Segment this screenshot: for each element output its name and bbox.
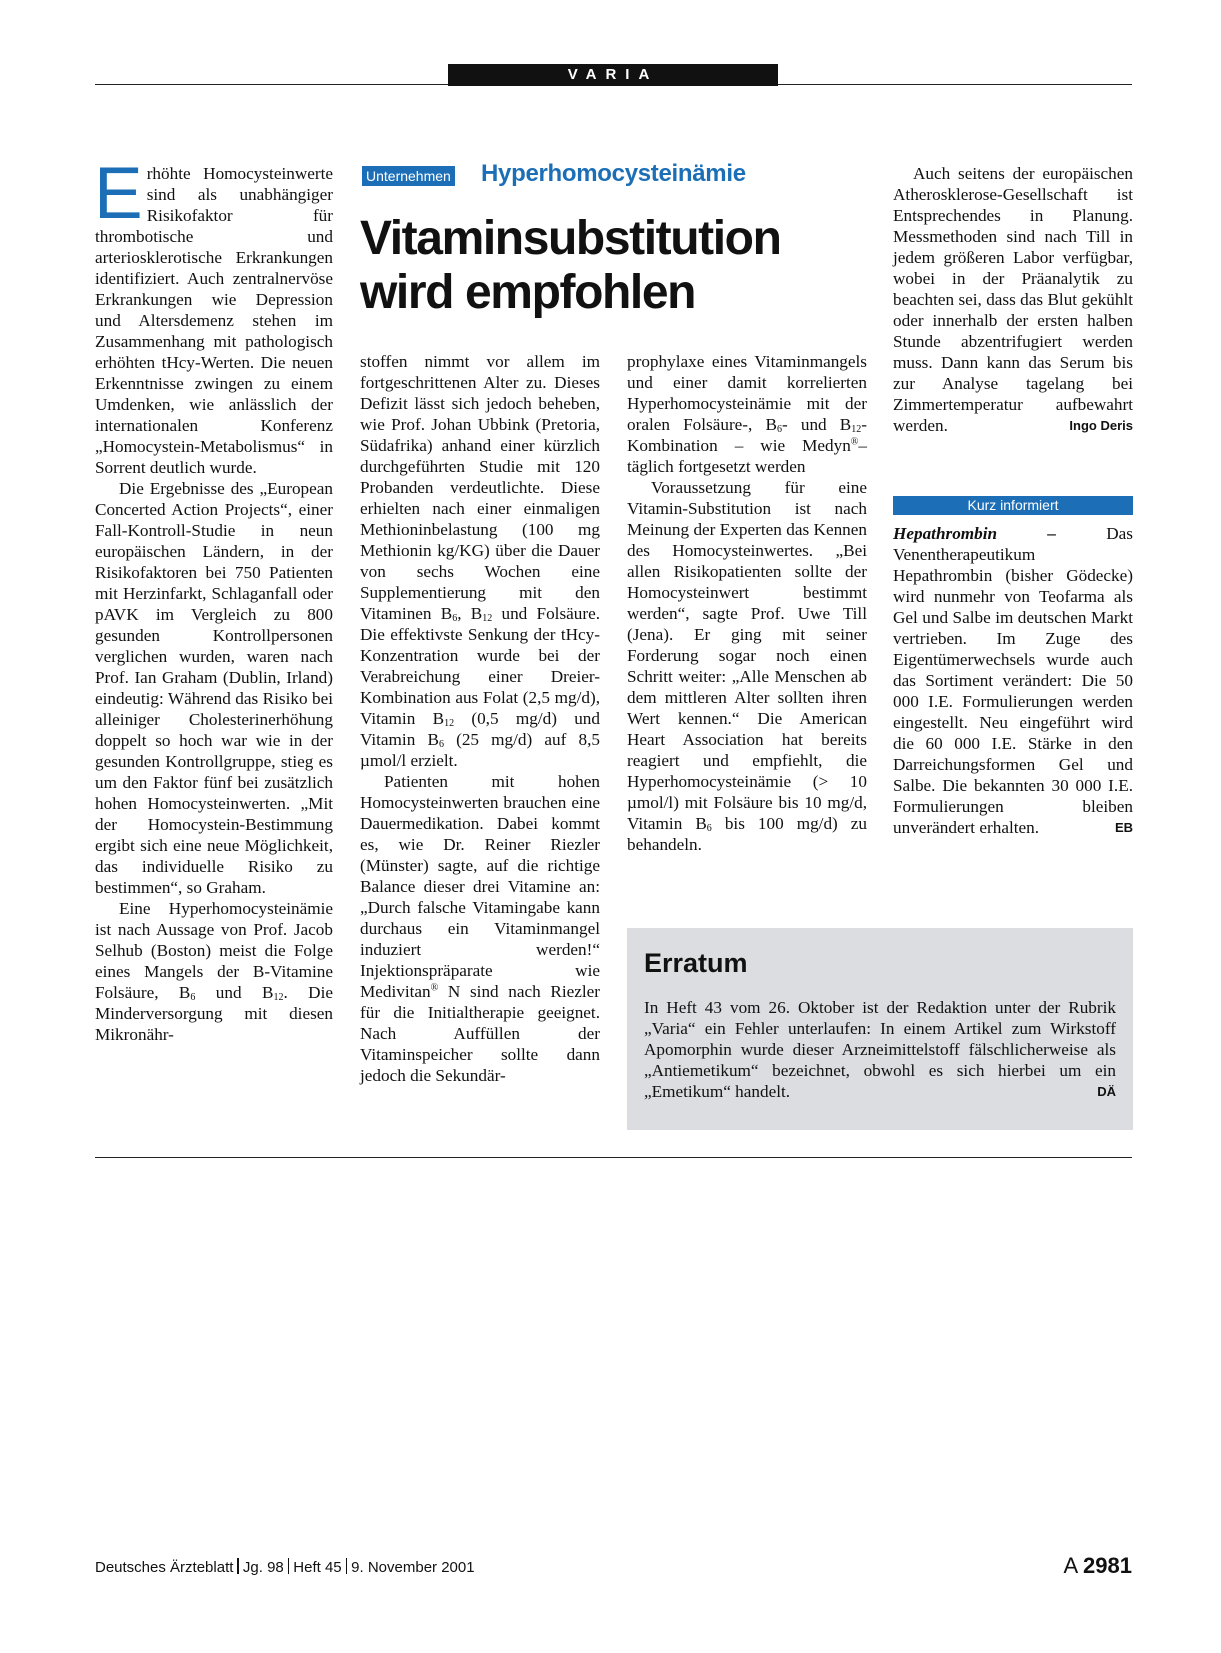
page-number: A 2981 [1063, 1553, 1132, 1578]
author-signature: Ingo Deris [1069, 418, 1133, 433]
kurz-informiert-label: Kurz informiert [893, 496, 1133, 515]
article-column-1 [94, 153, 333, 1045]
article-kicker: Hyperhomocysteinämie [481, 160, 746, 187]
erratum-title: Erratum [644, 948, 748, 978]
content-bottom-rule [95, 1157, 1132, 1158]
paragraph: Voraussetzung für eine Vitamin-Substitution ist nach Meinung der Experten das Kennen des Homocysteinwertes. „Bei allen Risikopatienten sollte der Homocysteinwert bestimmt werden“, sagte Prof. Uwe Till (Jena). Er ging mit seiner Forderung sogar noch einen Schritt weiter: „Alle Menschen ab dem mittleren Alter sollten ihren Wert kennen.“ Die American Heart Association hat bereits reagiert und empfiehlt, die Hyperhomocysteinämie (> 10 µmol/l) mit Folsäure bis 10 mg/d, Vitamin $B_6$ bis 100 mg/d) zu behandeln. [627, 478, 868, 854]
drop-cap: E [94, 153, 143, 234]
paragraph: prophylaxe eines Vitaminmangels und einer damit korrelierten Hyperhomocysteinämie mit der oralen Folsäure-, $B_6-$ und $B_{12}$-Kombination – wie Medyn®– täglich fortgesetzt werden [627, 352, 868, 476]
paragraph: Hepathrombin – Das Venentherapeutikum Hepathrombin (bisher Gödecke) wird nunmehr von Teofarma als Gel und Salbe im deutschen Markt vertrieben. Im Zuge des Eigentümerwechsels wurde auch das Sortiment verändert: Die 50 000 I.E. Formulierungen werden eingestellt. Neu eingeführt wird die 60 000 I.E. Stärke in den Darreichungsformen Gel und Salbe. Die bekannten 30 000 I.E. Formulierungen bleiben unverändert erhalten. EB [893, 524, 1133, 837]
issue-date: 9. November 2001 [351, 1559, 475, 1576]
erratum-text: In Heft 43 vom 26. Oktober ist der Redaktion unter der Rubrik „Varia“ ein Fehler unterlaufen: In einem Artikel zum Wirkstoff Apomorphin wurde dieser Arzneimittelstoff fälschlicherweise als „Antiemetikum“ bezeichnet, obwohl es sich hierbei um ein „Emetikum“ handelt. DÄ [644, 998, 1116, 1101]
article-headline: Vitaminsubstitution wird empfohlen [360, 212, 781, 319]
article-column-4 [893, 163, 1133, 436]
paragraph: stoffen nimmt vor allem im fortgeschrittenen Alter zu. Dieses Defizit lässt sich jedoch beheben, wie Prof. Johan Ubbink (Pretoria, Südafrika) anhand einer kürzlich durchgeführten Studie mit 120 Probanden verdeutlichte. Diese erhielten nach einer einmaligen Methioninbelastung (100 mg Methionin kg/KG) über die Dauer von sechs Wochen eine Supplementierung mit den Vitaminen $B_6$, $B_{12}$ und Folsäure. Die effektivste Senkung der tHcy-Konzentration wurde bei der Verabreichung einer Dreier-Kombination aus Folat (2,5 mg/d), Vitamin $B_{12}$ (0,5 mg/d) und Vitamin $B_6$ (25 mg/d) auf 8,5 µmol/l erzielt. [360, 352, 601, 770]
kurz-informiert-text [893, 523, 1133, 838]
paragraph: Eine Hyperhomocysteinämie ist nach Aussage von Prof. Jacob Selhub (Boston) meist die Folge eines Mangels der B-Vitamine Folsäure, $B_6$ und $B_{12}$. Die Minderversorgung mit diesen Mikronähr- [95, 899, 333, 1044]
paragraph: Patienten mit hohen Homocysteinwerten brauchen eine Dauermedikation. Dabei kommt es, wie Dr. Reiner Riezler (Münster) sagte, auf die richtige Balance dieser drei Vitamine an: „Durch falsche Vitamingabe kann durchaus ein Vitaminmangel induziert werden!“ Injektionspräparate wie Medivitan® N sind nach Riezler für die Initialtherapie geeignet. Nach Auffüllen der Vitaminspeicher sollte dann jedoch die Sekundär- [360, 772, 600, 1085]
footer-citation [95, 1558, 475, 1576]
issue: Heft 45 [293, 1559, 342, 1576]
category-label: Unternehmen [362, 166, 455, 186]
article-column-3 [627, 351, 867, 855]
article-column-2 [360, 351, 600, 1086]
volume: Jg. 98 [242, 1559, 284, 1576]
paragraph: Erhöhte Homocysteinwerte sind als unabhängiger Risikofaktor für thrombotische und arteriosklerotische Erkrankungen identifiziert. Auch zentralnervöse Erkrankungen wie Depression und Altersdemenz stehen im Zusammenhang mit pathologisch erhöhten tHcy-Werten. Die neuen Erkenntnisse zwingen zu einem Umdenken, wie anlässlich der internationalen Konferenz „Homocystein-Metabolismus“ in Sorrent deutlich wurde. [94, 153, 333, 477]
paragraph: Die Ergebnisse des „European Concerted Action Projects“, einer Fall-Kontroll-Studie in neun europäischen Ländern, in der Risikofaktoren bei 750 Patienten mit Herzinfarkt, Schlaganfall oder pAVK im Vergleich zu 800 gesunden Kontrollpersonen verglichen wurden, waren nach Prof. Ian Graham (Dublin, Irland) eindeutig: Während das Risiko bei alleiniger Cholesterinerhöhung doppelt so hoch war wie in der gesunden Kontrollgruppe, stieg es um den Faktor fünf bei zusätzlich hohen Homocysteinwerten. „Mit der Homocystein-Bestimmung ergibt sich eine neue Möglichkeit, das individuelle Risiko zu bestimmen“, so Graham. [95, 479, 333, 897]
author-signature: DÄ [1097, 1084, 1116, 1099]
author-signature: EB [1114, 820, 1133, 835]
section-tag: VARIA [448, 64, 778, 86]
paragraph: Auch seitens der europäischen Atherosklerose-Gesellschaft ist Entsprechendes in Planung. Messmethoden sind nach Till in jedem größeren Labor verfügbar, wobei in der Präanalytik zu beachten sei, dass das Blut gekühlt oder innerhalb der ersten halben Stunde abzentrifugiert werden muss. Dann kann das Serum bis zur Analyse tagelang bei Zimmertemperatur aufbewahrt werden. Ingo Deris [893, 164, 1133, 435]
journal-name: Deutsches Ärzteblatt [95, 1559, 234, 1576]
